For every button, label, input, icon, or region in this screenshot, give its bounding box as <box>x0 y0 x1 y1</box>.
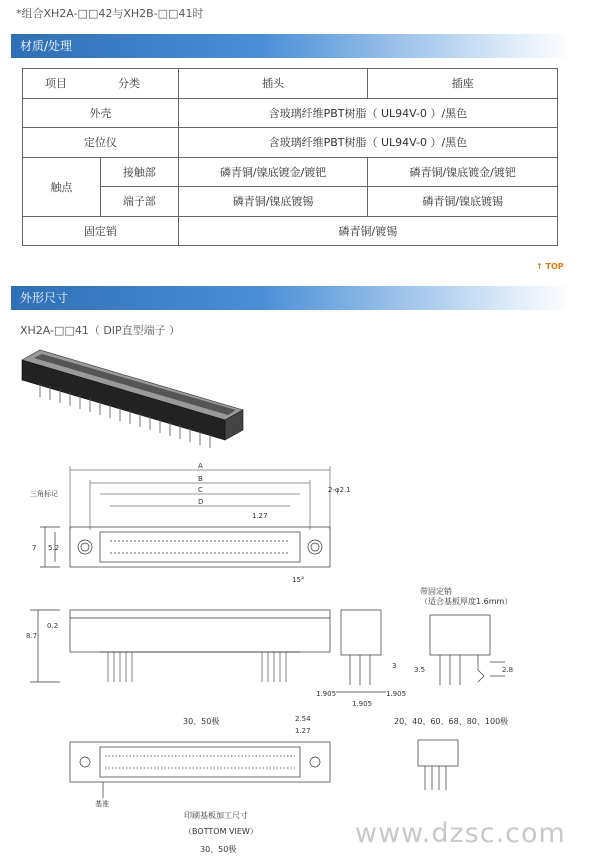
hole-label: 2-φ2.1 <box>328 486 351 494</box>
angle-label: 15° <box>292 576 305 584</box>
dim-a: A <box>198 462 203 470</box>
row-value-locator: 含玻璃纤维PBT树脂（ UL94V-0 ）/黑色 <box>178 128 557 158</box>
dim-3: 3 <box>392 662 397 670</box>
cell-contact-part-socket: 磷青铜/镍底镀金/镀钯 <box>368 157 558 187</box>
header-item: 项目 <box>45 77 67 91</box>
row-label-contact-part: 接触部 <box>100 157 178 187</box>
pitch-2-54: 2.54 <box>295 715 311 723</box>
row-label-fixing-pin: 固定销 <box>23 216 179 246</box>
dim-8-7: 8.7 <box>26 632 38 640</box>
top-view <box>40 527 330 567</box>
dim-1905-b: 1.905 <box>386 690 407 698</box>
row-label-contact: 触点 <box>23 157 101 216</box>
model-label: XH2A-□□41（ DIP直型端子 ） <box>20 324 181 337</box>
side-view <box>336 610 386 692</box>
bottom-view-side <box>418 740 458 790</box>
fixing-pin-title: 带固定销 <box>420 587 452 596</box>
datum-label: 基准 <box>95 800 109 808</box>
front-view <box>30 610 330 682</box>
bottom-view-label: （BOTTOM VIEW） <box>184 827 258 836</box>
dim-1905-a: 1.905 <box>316 690 337 698</box>
watermark-text: www.dzsc.com <box>355 818 566 849</box>
fixing-pin-view <box>430 615 505 685</box>
triangle-mark-label: 三角标记 <box>30 490 58 498</box>
row-label-housing: 外壳 <box>23 98 179 128</box>
bottom-view-pcb <box>70 742 330 798</box>
header-socket: 插座 <box>368 69 558 99</box>
dim-2-8: 2.8 <box>502 666 514 674</box>
back-to-top-link[interactable]: ↑ TOP <box>536 262 564 271</box>
dim-7: 7 <box>32 544 37 552</box>
section-title-material: 材质/处理 <box>11 34 570 58</box>
combination-note: *组合XH2A-□□42与XH2B-□□41时 <box>16 7 204 20</box>
row-label-locator: 定位仪 <box>23 128 179 158</box>
cell-contact-part-plug: 磷青铜/镍底镀金/镀钯 <box>178 157 368 187</box>
dim-5-2: 5.2 <box>48 544 60 552</box>
dim-0-2: 0.2 <box>47 622 59 630</box>
pole-30-50: 30、50极 <box>183 717 220 726</box>
header-category: 分类 <box>118 77 140 91</box>
fixing-pin-note: （适合基板厚度1.6mm） <box>420 597 513 606</box>
header-plug: 插头 <box>178 69 368 99</box>
pitch-top: 1.27 <box>252 512 268 520</box>
cell-terminal-part-socket: 磷青铜/镍底镀锡 <box>368 187 558 217</box>
pole-list: 20、40、60、68、80、100极 <box>394 717 509 726</box>
pole-30-50-b: 30、50极 <box>200 845 237 854</box>
row-value-housing: 含玻璃纤维PBT树脂（ UL94V-0 ）/黑色 <box>178 98 557 128</box>
row-label-terminal-part: 端子部 <box>100 187 178 217</box>
pitch-1-27: 1.27 <box>295 727 311 735</box>
cell-terminal-part-plug: 磷青铜/镍底镀锡 <box>178 187 368 217</box>
dim-1905-c: 1.905 <box>352 700 373 708</box>
connector-photo <box>22 350 243 448</box>
row-value-fixing-pin: 磷青铜/镀锡 <box>178 216 557 246</box>
section-title-dimensions: 外形尺寸 <box>11 286 570 310</box>
dim-b: B <box>198 475 203 483</box>
dim-3-5: 3.5 <box>414 666 426 674</box>
dim-c: C <box>198 486 203 494</box>
pcb-title: 印刷基板加工尺寸 <box>184 811 248 820</box>
dim-d: D <box>198 498 204 506</box>
